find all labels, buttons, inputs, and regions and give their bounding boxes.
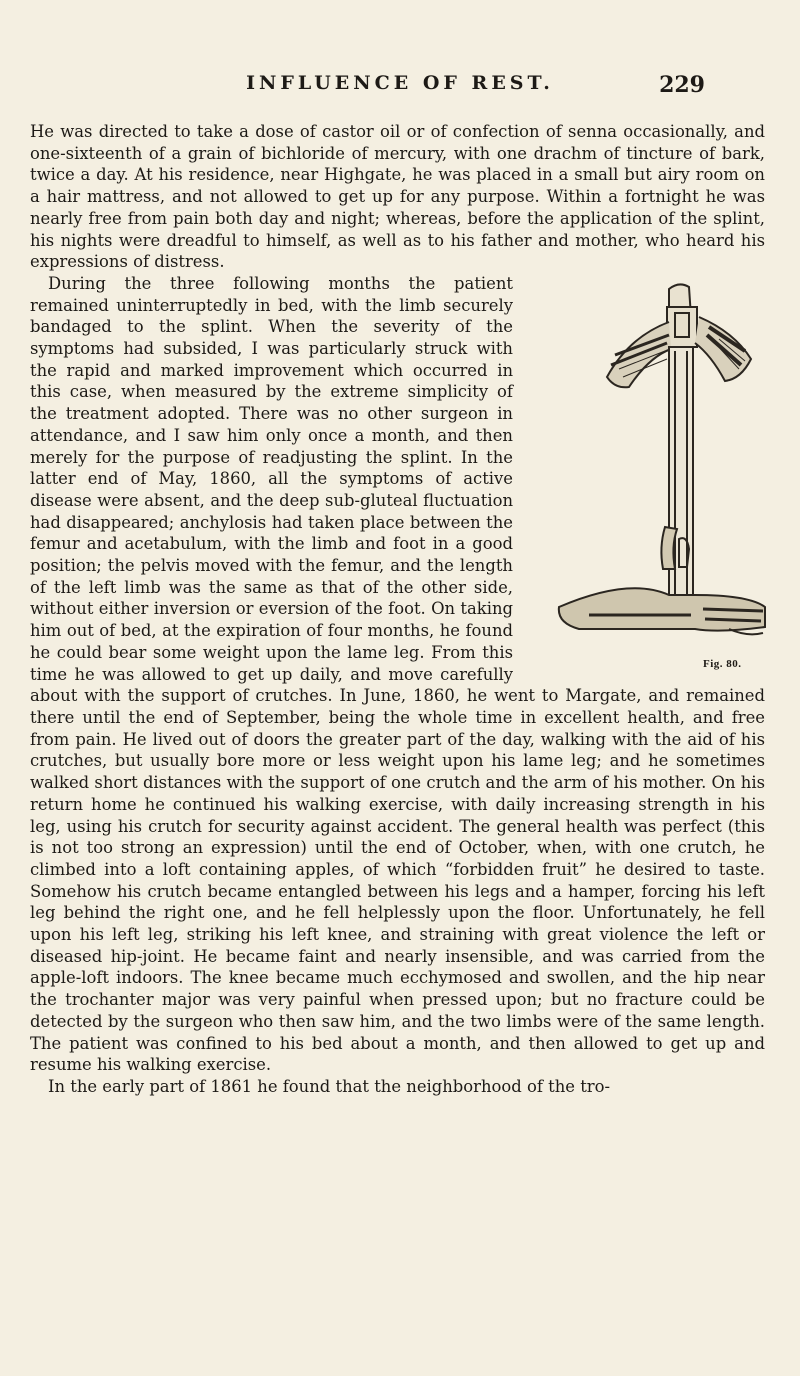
page-number: 229	[659, 72, 705, 98]
running-title: INFLUENCE OF REST.	[246, 72, 554, 94]
figure-splint	[519, 277, 777, 672]
figure-caption: Fig. 80.	[703, 658, 742, 671]
paragraph-2: During the three following months the patient remained uninterruptedly in bed, with the limb securely bandaged to the splint. When the severity of the symptoms had subsided, I was particularly struck with the rapid and marked improvement which occurred in this case, when measured by the extreme simplicity of the treatment adopted. There was no other surgeon in attendance, and I saw him only once a month, and then merely for the purpose of readjusting the splint. In the latter end of May, 1860, all the symptoms of active disease were absent, and the deep sub-gluteal fluctuation had disappeared; anchylosis had taken place between the femur and acetabulum, with the limb and foot in a good position; the pelvis moved with the femur, and the length of the left limb was the same as that of the other side, without either inversion or eversion of the foot. On taking him out of bed, at the expiration of four months, he found he could bear some weight upon the lame leg. From this time he was allowed to get up daily, and move carefully about with the support of crutches. In June, 1860, he went to Margate, and remained there until the end of September, being the whole time in excellent health, and free from pain. He lived out of doors the greater part of the day, walking with the aid of his crutches, but usually bore more or less weight upon his lame leg; and he sometimes walked short distances with the support of one crutch and the arm of his mother. On his return home he continued his walking exercise, with daily increasing strength in his leg, using his crutch for security against accident. The general health was perfect (this is not too strong an expression) until the end of October, when, with one crutch, he climbed into a loft containing apples, of which “forbidden fruit” he desired to taste. Somehow his crutch became entangled between his legs and a hamper, forcing his left leg behind the right one, and he fell helplessly upon the floor. Unfortunately, he fell upon his left leg, striking his left knee, and straining with great violence the left or diseased hip-joint. He became faint and nearly insensible, and was carried from the apple-loft indoors. The knee became much ecchymosed and swollen, and the hip near the trochanter major was very painful when pressed upon; but no fracture could be detected by the surgeon who then saw him, and the two limbs were of the same length. The patient was confined to his bed about a month, and then allowed to get up and resume his walking exercise.	[30, 273, 765, 1075]
running-head	[0, 72, 800, 102]
paragraph-3: In the early part of 1861 he found that the neighborhood of the tro-	[48, 1076, 611, 1096]
paragraph-1: He was directed to take a dose of castor oil or of confection of senna occasionally, and one-sixteenth of a grain of bichloride of mercury, with one drachm of tincture of bark, twice a day. At his residence, near Highgate, he was placed in a small but airy room on a hair mattress, and not allowed to get up for any purpose. Within a fortnight he was nearly free from pain both day and night; whereas, before the application of the splint, his nights were dreadful to himself, as well as to his father and mother, who heard his expressions of distress.	[30, 122, 765, 272]
splint-illustration-icon	[519, 277, 777, 672]
body-text	[30, 121, 765, 1098]
